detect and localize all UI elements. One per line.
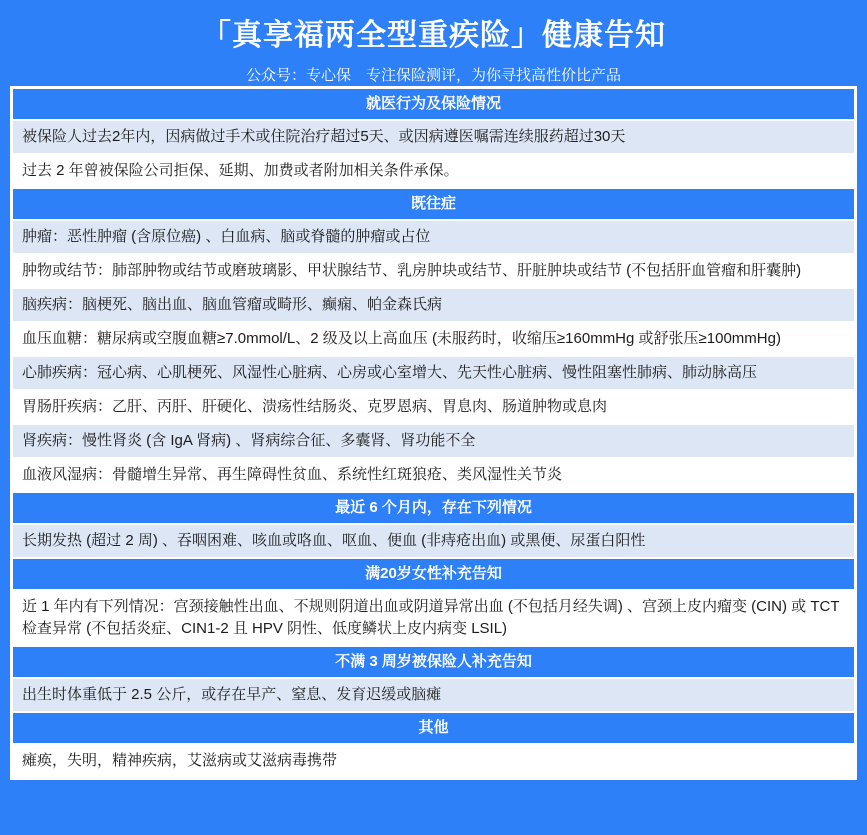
table-row: 胃肠肝疾病：乙肝、丙肝、肝硬化、溃疡性结肠炎、克罗恩病、胃息肉、肠道肿物或息肉: [13, 391, 854, 425]
table-row: 脑疾病：脑梗死、脑出血、脑血管瘤或畸形、癫痫、帕金森氏病: [13, 289, 854, 323]
table-row: 血液风湿病：骨髓增生异常、再生障碍性贫血、系统性红斑狼疮、类风湿性关节炎: [13, 459, 854, 493]
section-header: 满20岁女性补充告知: [13, 559, 854, 591]
section-header: 就医行为及保险情况: [13, 89, 854, 121]
page-title: 「真享福两全型重疾险」健康告知: [201, 19, 666, 52]
table-row: 过去 2 年曾被保险公司拒保、延期、加费或者附加相关条件承保。: [13, 155, 854, 189]
table-row: 被保险人过去2年内，因病做过手术或住院治疗超过5天、或因病遵医嘱需连续服药超过30天: [13, 121, 854, 155]
table-row: 血压血糖：糖尿病或空腹血糖≥7.0mmol/L、2 级及以上高血压 (未服药时，收缩压≥160mmHg 或舒张压≥100mmHg): [13, 323, 854, 357]
table-row: 肿瘤：恶性肿瘤 (含原位癌) 、白血病、脑或脊髓的肿瘤或占位: [13, 221, 854, 255]
table-row: 长期发热 (超过 2 周) 、吞咽困难、咳血或咯血、呕血、便血 (非痔疮出血) 或黑便、尿蛋白阳性: [13, 525, 854, 559]
section-header: 最近 6 个月内，存在下列情况: [13, 493, 854, 525]
table-row: 心肺疾病：冠心病、心肌梗死、风湿性心脏病、心房或心室增大、先天性心脏病、慢性阻塞性肺病、肺动脉高压: [13, 357, 854, 391]
page-subtitle: 公众号：专心保 专注保险测评，为你寻找高性价比产品: [245, 67, 621, 84]
section-header: 既往症: [13, 189, 854, 221]
table-row: 肾疾病：慢性肾炎 (含 IgA 肾病) 、肾病综合征、多囊肾、肾功能不全: [13, 425, 854, 459]
section-header: 其他: [13, 713, 854, 745]
table-row: 近 1 年内有下列情况：宫颈接触性出血、不规则阴道出血或阴道异常出血 (不包括月经失调) 、宫颈上皮内瘤变 (CIN) 或 TCT 检查异常 (不包括炎症、CIN1-2 且 HPV 阴性、低度鳞状上皮内病变 LSIL): [13, 591, 854, 647]
health-notice-table: [10, 86, 857, 780]
section-header: 不满 3 周岁被保险人补充告知: [13, 647, 854, 679]
table-row: 瘫痪，失明，精神疾病，艾滋病或艾滋病毒携带: [13, 745, 854, 777]
table-row: 出生时体重低于 2.5 公斤，或存在早产、窒息、发育迟缓或脑瘫: [13, 679, 854, 713]
table-row: 肿物或结节：肺部肿物或结节或磨玻璃影、甲状腺结节、乳房肿块或结节、肝脏肿块或结节 (不包括肝血管瘤和肝囊肿): [13, 255, 854, 289]
page-header: [0, 0, 867, 86]
